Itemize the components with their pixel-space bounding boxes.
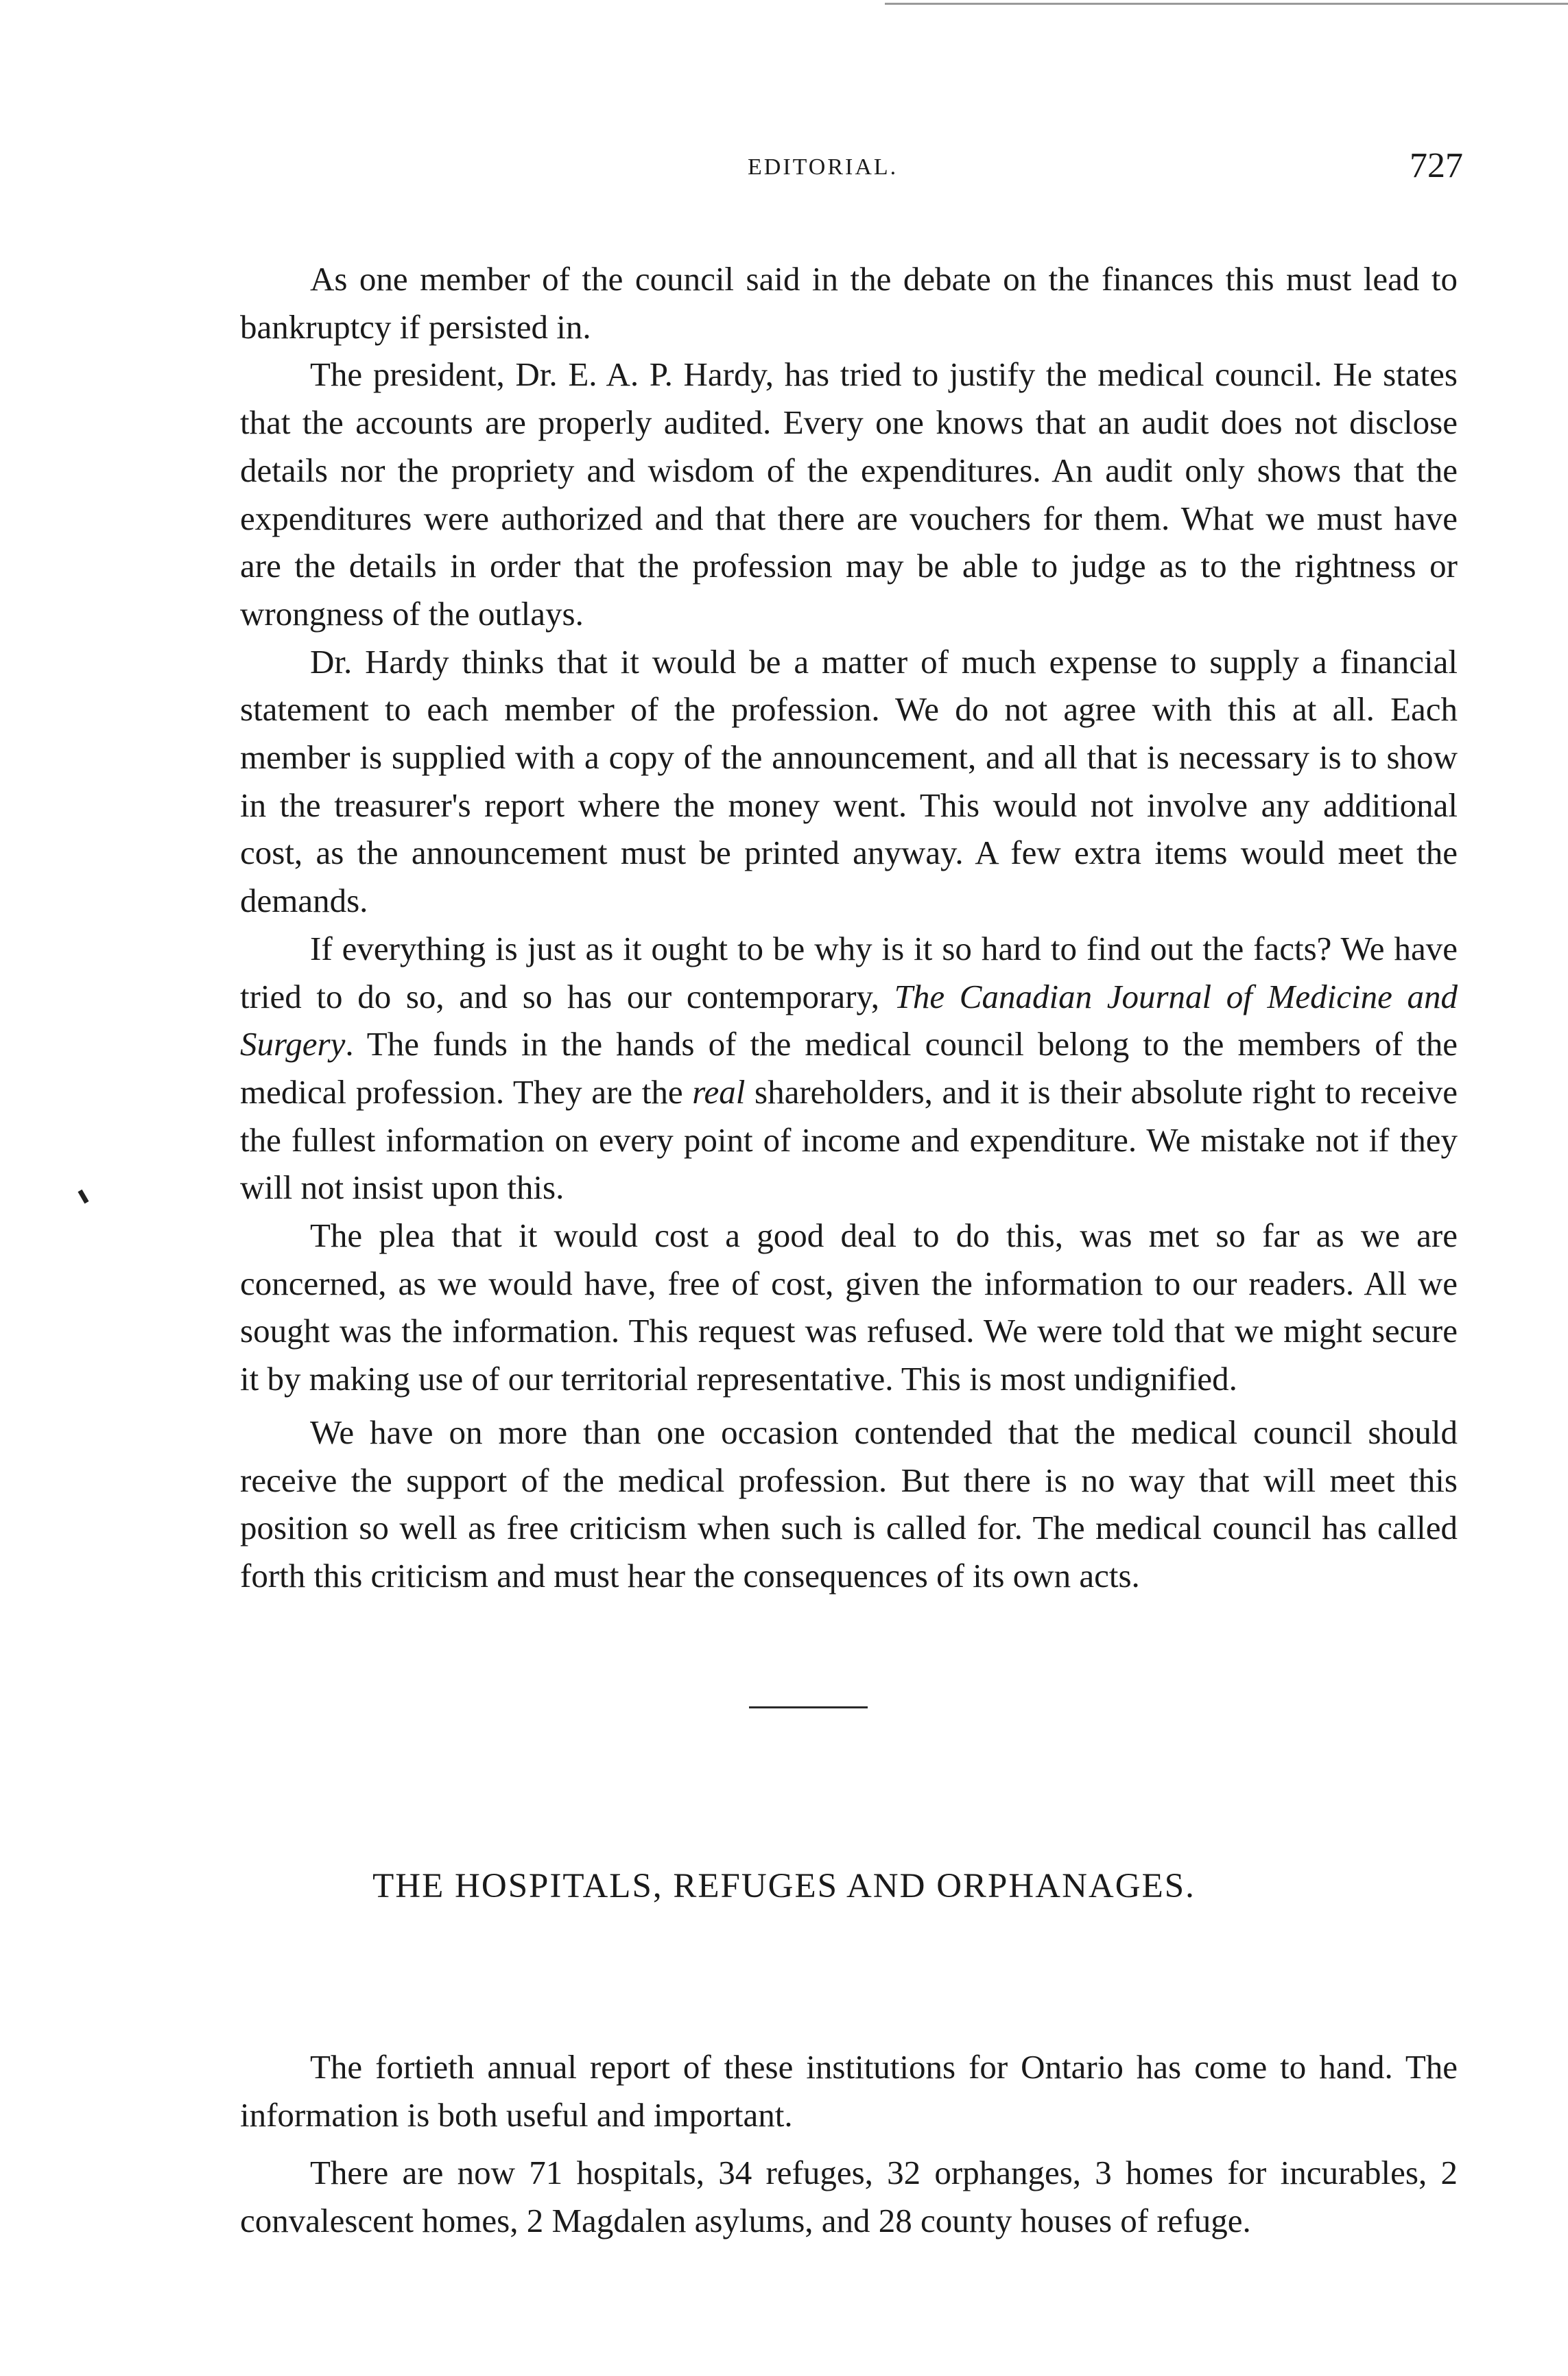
- running-head: EDITORIAL.: [748, 154, 899, 180]
- editorial-paragraph-4: [240, 925, 1458, 1212]
- journal-title: The Canadian Journal of Medicine and Surgery: [240, 977, 1458, 1063]
- editorial-paragraph-6: We have on more than one occasion contended that the medical council should receive the support of the medical profession. But there is no way that will meet this position so well as free criticism when such is called for. The medical council has called forth this criticism and must hear the consequences of its own acts.: [240, 1413, 1458, 1595]
- paragraph-text: If everything is just as it ought to be why is it so hard to find out the facts? We have tried to do so, and so has our contemporary,: [240, 929, 1458, 1015]
- editorial-paragraph-1: As one member of the council said in the debate on the finances this must lead to bankruptcy if persisted in.: [240, 260, 1458, 346]
- editorial-body: [240, 255, 1458, 1600]
- margin-mark: [78, 1190, 88, 1204]
- editorial-paragraph-3: Dr. Hardy thinks that it would be a matter of much expense to supply a financial statement to each member of the profession. We do not agree with this at all. Each member is supplied with a copy of the announcement, and all that is necessary is to show in the treasurer's report where the money went. This would not involve any additional cost, as the announcement must be printed anyway. A few extra items would meet the demands.: [240, 642, 1458, 920]
- paragraph-text: . The funds in the hands of the medical council belong to the members of the medical profession. They are the: [240, 1025, 1458, 1111]
- section-divider: [749, 1706, 868, 1708]
- top-edge-rule: [885, 3, 1568, 5]
- hospitals-paragraph-1: The fortieth annual report of these institutions for Ontario has come to hand. The information is both useful and important.: [240, 2048, 1458, 2134]
- section-heading: THE HOSPITALS, REFUGES AND ORPHANAGES.: [372, 1867, 1196, 1905]
- page-number: 727: [1410, 146, 1463, 185]
- hospitals-body: [240, 2043, 1458, 2245]
- emphasized-word: real: [692, 1072, 746, 1111]
- editorial-paragraph-5: The plea that it would cost a good deal to do this, was met so far as we are concerned, as we would have, free of cost, given the information to our readers. All we sought was the information. This request was refused. We were told that we might secure it by making use of our territorial representative. This is most undignified.: [240, 1216, 1458, 1398]
- hospitals-paragraph-2: There are now 71 hospitals, 34 refuges, 32 orphanges, 3 homes for incurables, 2 convalescent homes, 2 Magdalen asylums, and 28 county houses of refuge.: [240, 2154, 1458, 2240]
- paragraph-text: shareholders, and it is their absolute right to receive the fullest information on every point of income and expenditure. We mistake not if they will not insist upon this.: [240, 1072, 1458, 1207]
- editorial-paragraph-2: The president, Dr. E. A. P. Hardy, has tried to justify the medical council. He states that the accounts are properly audited. Every one knows that an audit does not disclose details nor the propriety and wisdom of the expenditures. An audit only shows that the expenditures were authorized and that there are vouchers for them. What we must have are the details in order that the profession may be able to judge as to the rightness or wrongness of the outlays.: [240, 355, 1458, 633]
